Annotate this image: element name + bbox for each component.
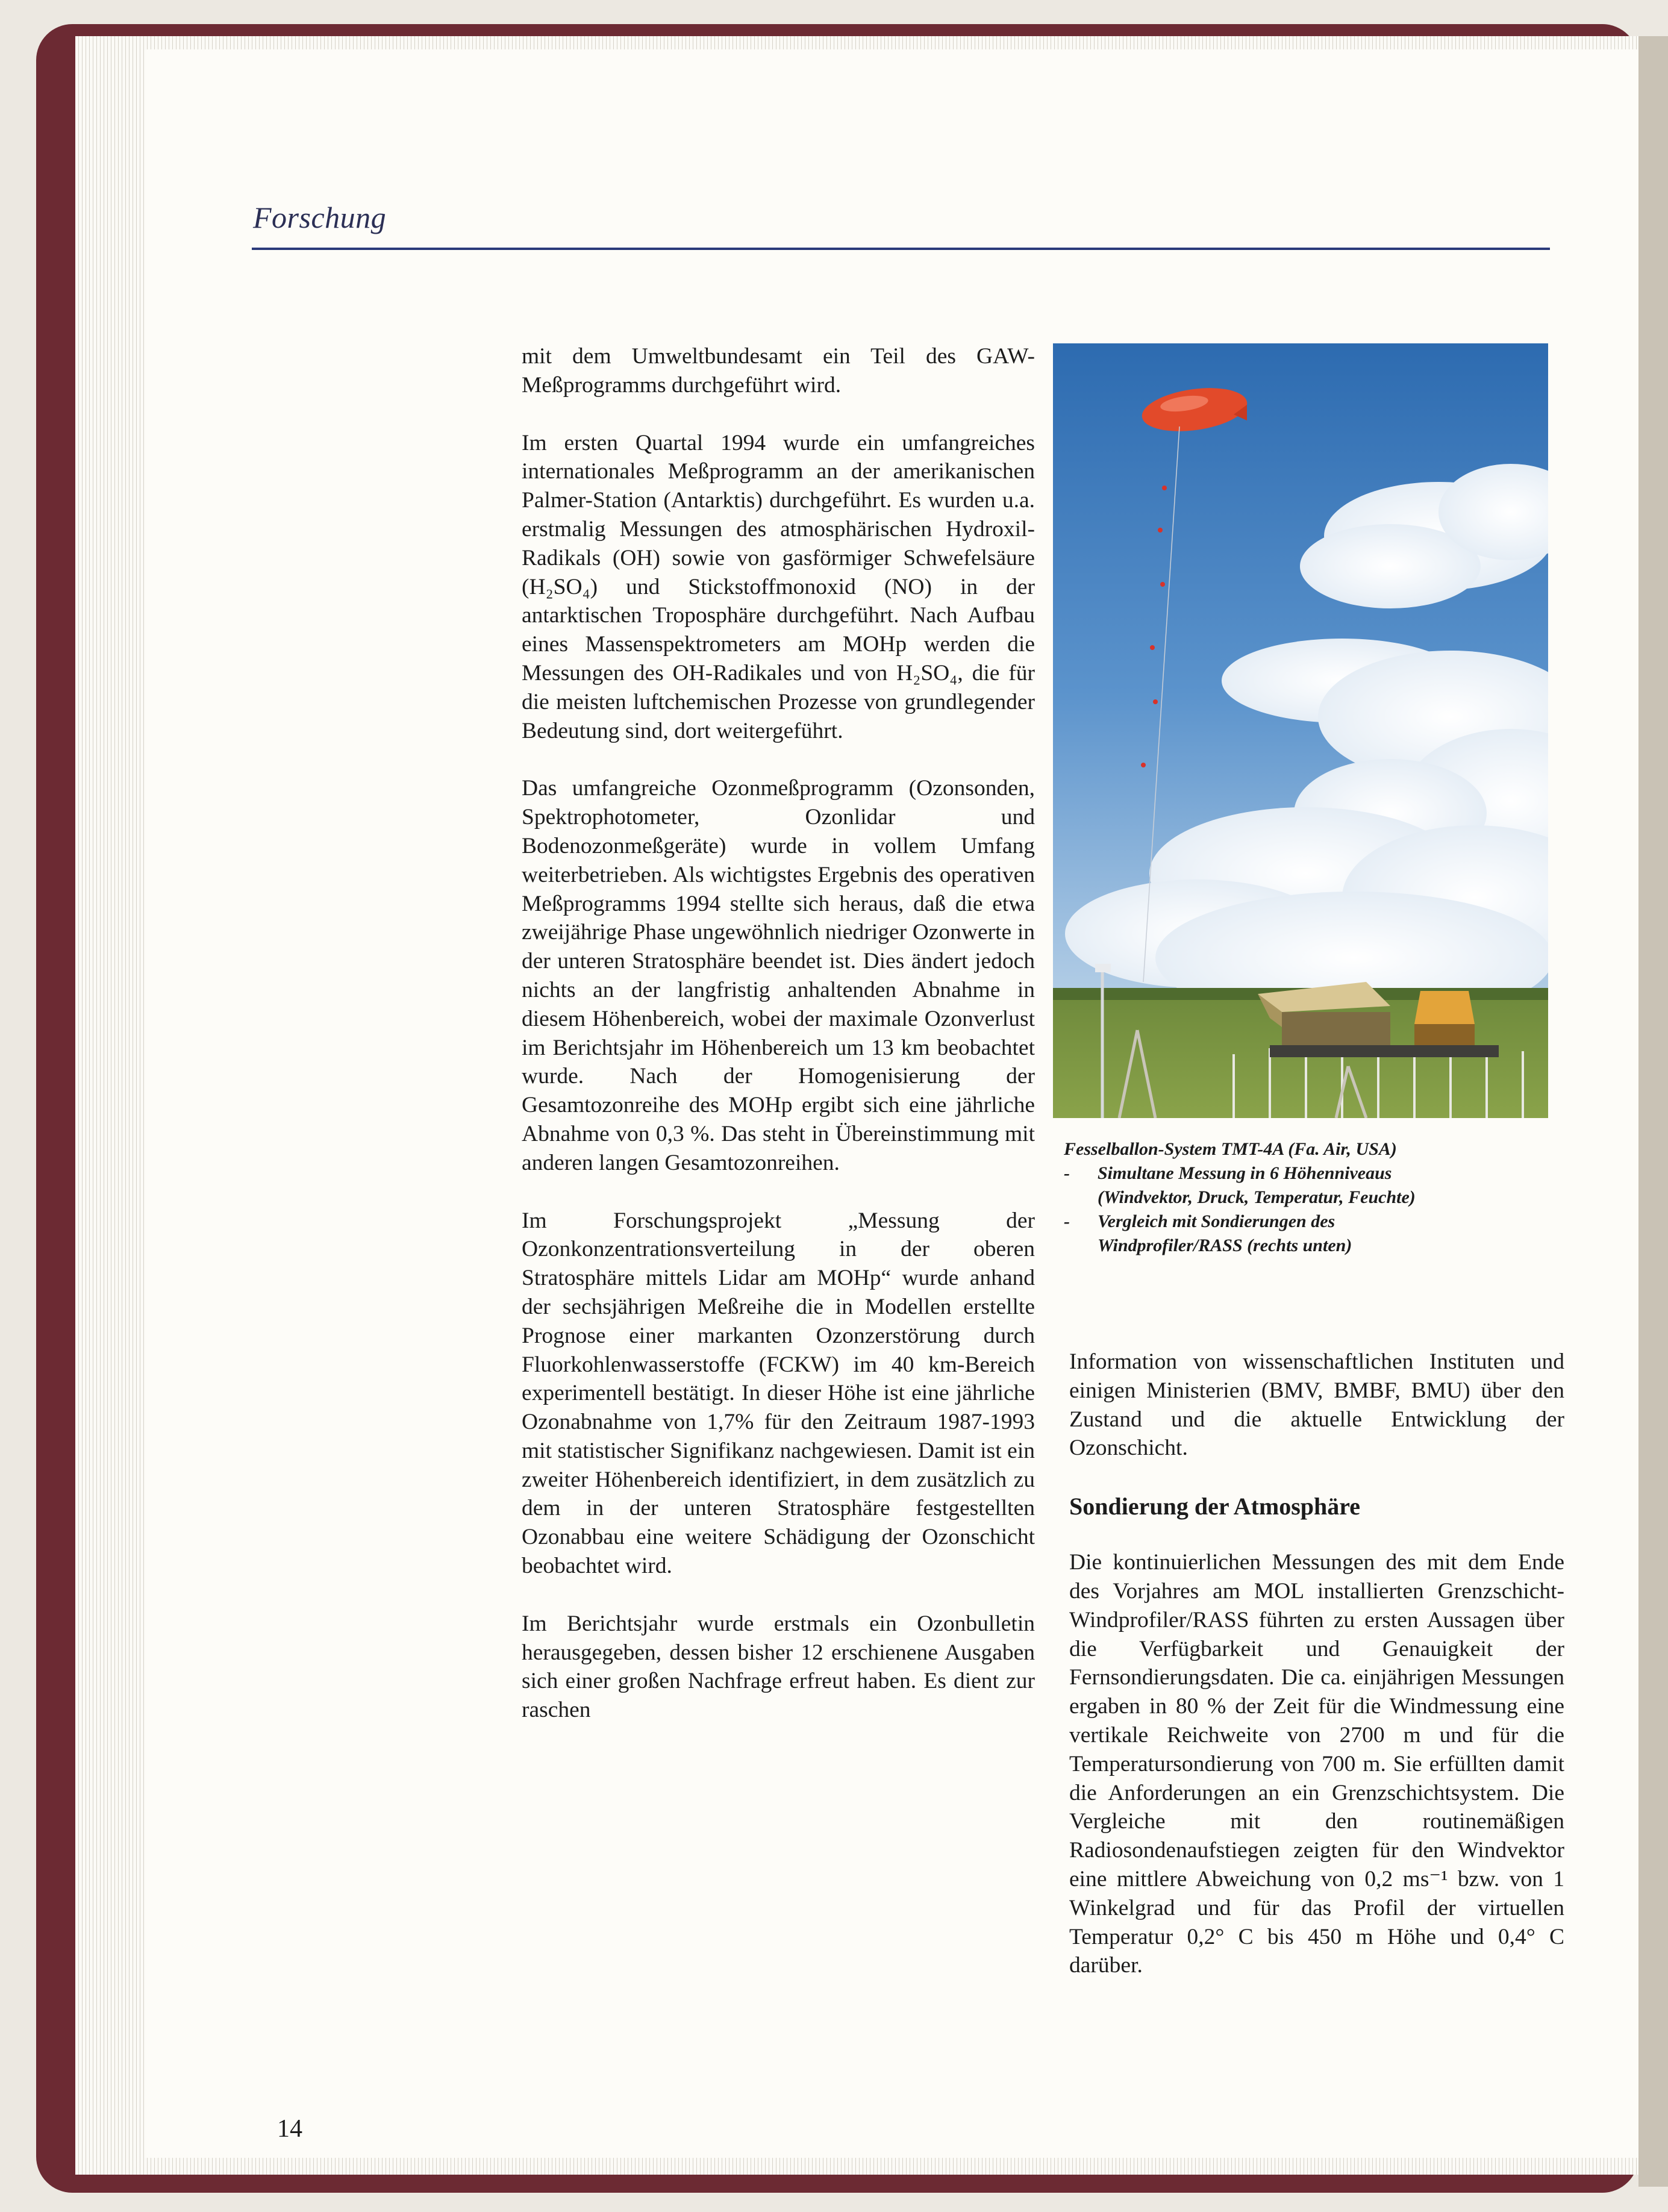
paragraph: mit dem Umweltbundesamt ein Teil des GAW-Meßprogramms durchgeführt wird.: [522, 344, 1035, 398]
caption-item-2-line-2: Windprofiler/RASS (rechts unten): [1098, 1236, 1352, 1255]
caption-item-2-line-1: - Vergleich mit Sondierungen des: [1064, 1211, 1335, 1231]
caption-title: Fesselballon-System TMT-4A (Fa. Air, USA): [1064, 1139, 1397, 1159]
paragraph: Die kontinuierlichen Messungen des mit dem Ende des Vorjahres am MOL installierten Grenzschicht-Windprofiler/RASS führten zu ersten Aussagen über die Verfügbarkeit und Genauigkeit der Fernsondierungsdaten. Die ca. einjährigen Messungen ergaben in 80 % der Zeit für die Windmessung eine vertikale Reichweite von 2700 m und für die Temperatursondierung von 700 m. Sie erfüllten damit die Anforderungen an ein Grenzschichtsystem. Die Vergleiche mit den routinemäßigen Radiosondenaufstiegen zeigten für den Windvektor eine mittlere Abweichung von 0,2 ms⁻¹ bzw. von 1 Winkelgrad und für das Profil der virtuellen Temperatur 0,2° C bis 450 m Höhe und 0,4° C darüber.: [1069, 1550, 1564, 1978]
figure-caption: [1064, 1137, 1558, 1258]
section-header: Forschung: [253, 201, 387, 234]
page-number: 14: [277, 2115, 302, 2143]
section-heading: Sondierung der Atmosphäre: [1069, 1493, 1361, 1520]
caption-item-1-line-1: - Simultane Messung in 6 Höhenniveaus: [1064, 1163, 1392, 1183]
left-column: [522, 342, 1035, 1754]
paragraph: Information von wissenschaftlichen Instituten und einigen Ministerien (BMV, BMBF, BMU) über den Zustand und die aktuelle Entwicklung der Ozonschicht.: [1069, 1349, 1564, 1461]
caption-item-1-line-2: (Windvektor, Druck, Temperatur, Feuchte): [1098, 1187, 1416, 1207]
right-column: [1069, 1348, 1564, 2009]
paragraph: Das umfangreiche Ozonmeßprogramm (Ozonsonden, Spektrophotometer, Ozonlidar und Bodenozonmeßgeräte) wurde in vollem Umfang weiterbetrieben. Als wichtigstes Ergebnis des operativen Meßprogramms 1994 stellte sich heraus, daß die etwa zweijährige Phase ungewöhnlich niedriger Ozonwerte in der unteren Stratosphäre beendet ist. Dies ändert jedoch nichts an der langfristig anhaltenden Abnahme in diesem Höhenbereich, wobei der maximale Ozonverlust im Berichtsjahr im Höhenbereich um 13 km beobachtet wurde. Nach der Homogenisierung der Gesamtozonreihe des MOHp ergibt sich eine jährliche Abnahme von 0,3 %. Das steht in Übereinstimmung mit anderen langen Gesamtozonreihen.: [522, 776, 1035, 1175]
balloon-photo: [1053, 343, 1548, 1118]
header-rule: [252, 248, 1550, 250]
paragraph: Im Berichtsjahr wurde erstmals ein Ozonbulletin herausgegeben, dessen bisher 12 erschienene Ausgaben sich einer großen Nachfrage erfreut haben. Es dient zur raschen: [522, 1611, 1035, 1723]
paragraph: Im ersten Quartal 1994 wurde ein umfangreiches internationales Meßprogramm an der amerikanischen Palmer-Station (Antarktis) durchgeführt. Es wurden u.a. erstmalig Messungen des atmosphärischen Hydroxil-Radikals (OH) sowie von gasförmiger Schwefelsäure (H₂SO₄) und Stickstoffmonoxid (NO) in der antarktischen Troposphäre durchgeführt. Nach Aufbau eines Massenspektrometers am MOHp werden die Messungen des OH-Radikales und von H₂SO₄, die für die meisten luftchemischen Prozesse von grundlegender Bedeutung sind, dort weitergeführt.: [522, 430, 1035, 743]
adjacent-page-edge: [1638, 36, 1668, 2187]
paragraph: Im Forschungsprojekt „Messung der Ozonkonzentrationsverteilung in der oberen Stratosphäre mittels Lidar am MOHp“ wurde anhand der sechsjährigen Meßreihe die in Modellen erstellte Prognose einer markanten Ozonzerstörung durch Fluorkohlenwasserstoffe (FCKW) im 40 km-Bereich experimentell bestätigt. In dieser Höhe ist eine jährliche Ozonabnahme von 1,7% für den Zeitraum 1987-1993 mit statistischer Signifikanz nachgewiesen. Damit ist ein zweiter Höhenbereich identifiziert, in dem zusätzlich zu dem in der unteren Stratosphäre festgestellten Ozonabbau eine weitere Schädigung der Ozonschicht beobachtet wird.: [522, 1208, 1035, 1579]
